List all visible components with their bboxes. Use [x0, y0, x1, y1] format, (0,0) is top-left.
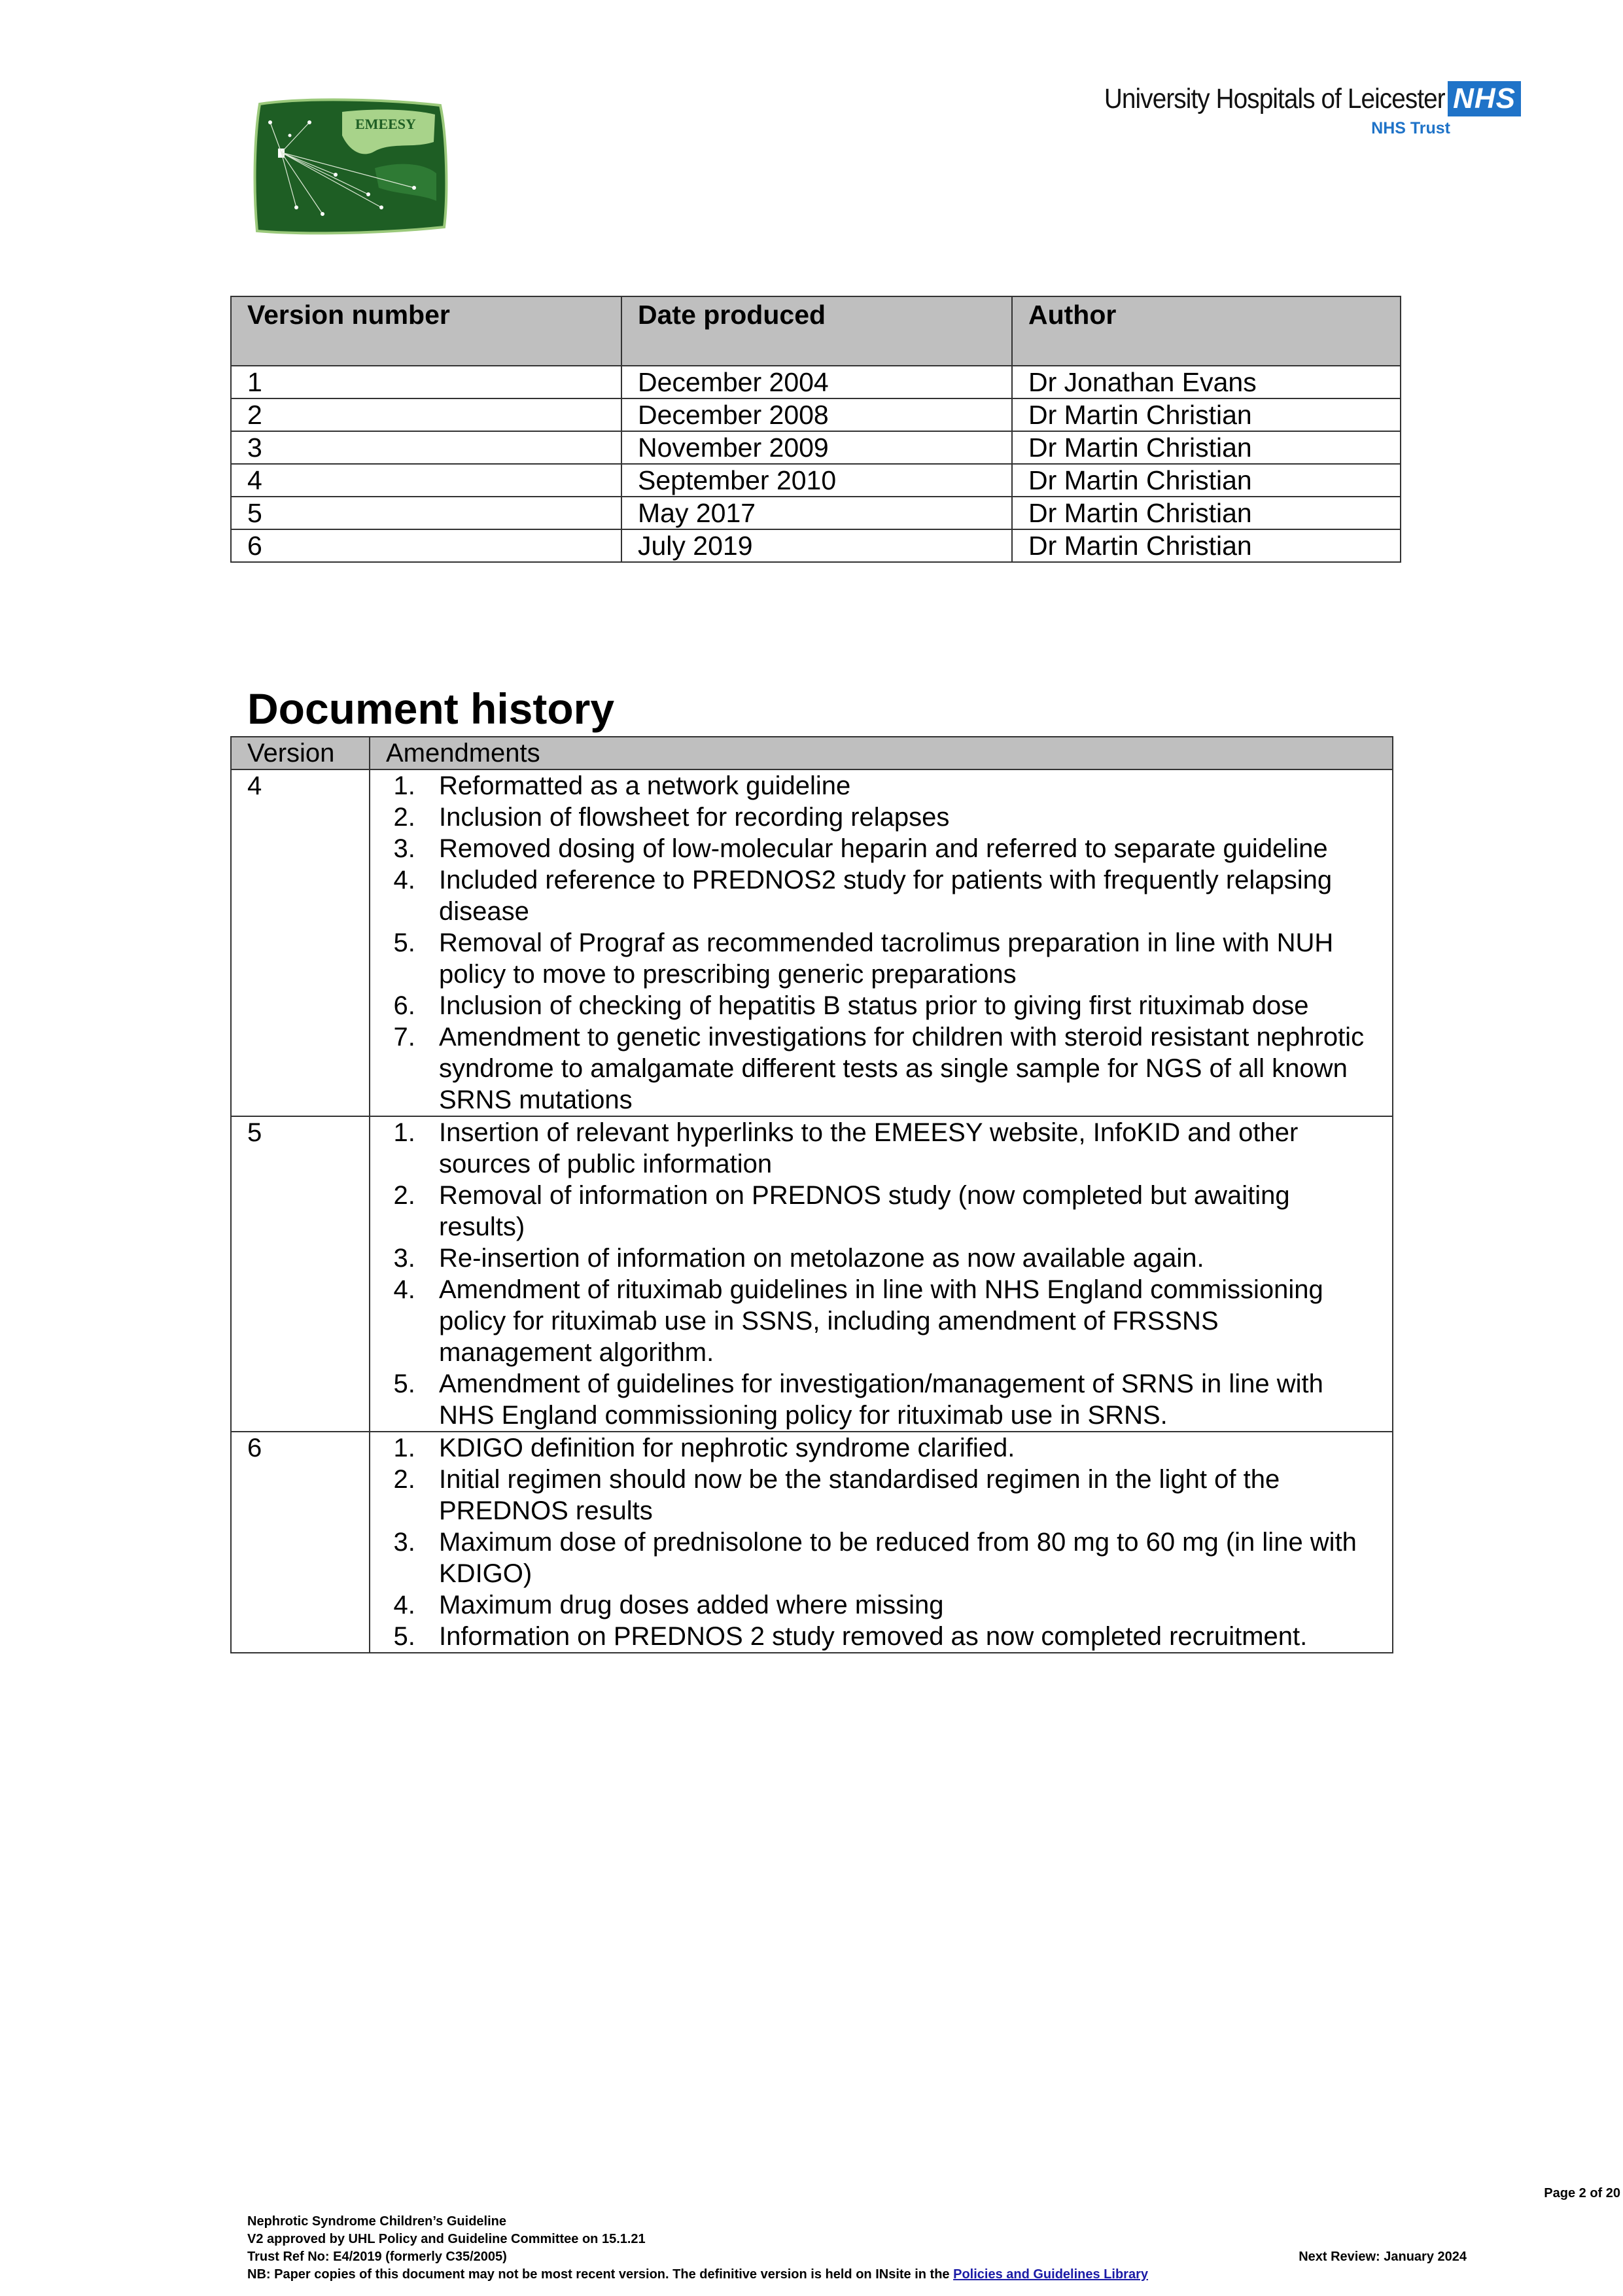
history-table: [230, 736, 1393, 1653]
cell-version: 5: [231, 497, 621, 529]
footer-trust-ref: Trust Ref No: E4/2019 (formerly C35/2005): [247, 2250, 507, 2264]
cell-author: Dr Jonathan Evans: [1012, 366, 1401, 398]
footer-note-text: NB: Paper copies of this document may not be most recent version. The definitive version is held on INsite in the: [247, 2267, 950, 2282]
list-item: 5. Amendment of guidelines for investigation/management of SRNS in line with NHS England commissioning policy for rituximab use in SRNS.: [423, 1368, 1376, 1431]
cell-version: 2: [231, 398, 621, 431]
list-item: 2. Inclusion of flowsheet for recording relapses: [423, 802, 1376, 833]
table-row: [231, 431, 1401, 464]
footer-note: [247, 2266, 1467, 2284]
col-header: Amendments: [370, 737, 1393, 769]
footer-approval: V2 approved by UHL Policy and Guideline Committee on 15.1.21: [247, 2232, 646, 2246]
list-item: 1. KDIGO definition for nephrotic syndrome clarified.: [423, 1432, 1376, 1464]
list-item: 1. Reformatted as a network guideline: [423, 770, 1376, 802]
cell-author: Dr Martin Christian: [1012, 497, 1401, 529]
col-header: Date produced: [621, 296, 1012, 366]
footer-next-review: Next Review: January 2024: [1299, 2250, 1467, 2264]
list-item: 7. Amendment to genetic investigations for children with steroid resistant nephrotic syndrome to amalgamate different tests as single sample for NGS of all known SRNS mutations: [423, 1021, 1376, 1116]
list-item: 5. Information on PREDNOS 2 study removed as now completed recruitment.: [423, 1621, 1376, 1652]
cell-date: July 2019: [621, 529, 1012, 562]
amendment-list: [386, 1432, 1376, 1652]
amendment-list: [386, 1117, 1376, 1431]
cell-author: Dr Martin Christian: [1012, 529, 1401, 562]
list-item: 2. Initial regimen should now be the standardised regimen in the light of the PREDNOS results: [423, 1464, 1376, 1527]
table-row: [231, 769, 1393, 1116]
cell-date: September 2010: [621, 464, 1012, 497]
cell-version: 4: [231, 769, 370, 1116]
page-number: Page 2 of 20: [1544, 2186, 1620, 2200]
amendment-list: [386, 770, 1376, 1116]
table-row: [231, 1116, 1393, 1432]
footer: [247, 2213, 1467, 2284]
table-row: [231, 398, 1401, 431]
cell-author: Dr Martin Christian: [1012, 464, 1401, 497]
list-item: 4. Included reference to PREDNOS2 study for patients with frequently relapsing disease: [423, 864, 1376, 927]
footer-ref-row: [247, 2248, 1467, 2266]
table-row: [231, 497, 1401, 529]
cell-version: 3: [231, 431, 621, 464]
list-item: 4. Maximum drug doses added where missing: [423, 1589, 1376, 1621]
cell-version: 6: [231, 1432, 370, 1653]
col-header: Author: [1012, 296, 1401, 366]
footer-title: Nephrotic Syndrome Children’s Guideline: [247, 2214, 506, 2229]
emeesy-logo: [251, 96, 450, 236]
table-row: [231, 1432, 1393, 1653]
logo-text: EMEESY: [355, 116, 416, 132]
nhs-trust-label: NHS Trust: [1371, 119, 1450, 137]
list-item: 6. Inclusion of checking of hepatitis B status prior to giving first rituximab dose: [423, 990, 1376, 1021]
col-header: Version number: [231, 296, 621, 366]
section-title: Document history: [247, 684, 615, 733]
cell-date: May 2017: [621, 497, 1012, 529]
list-item: 3. Removed dosing of low-molecular heparin and referred to separate guideline: [423, 833, 1376, 864]
history-table-header: [231, 737, 1393, 769]
list-item: 4. Amendment of rituximab guidelines in line with NHS England commissioning policy for rituximab use in SSNS, including amendment of FRSSNS management algorithm.: [423, 1274, 1376, 1368]
trust-name: University Hospitals of Leicester: [1104, 82, 1446, 115]
table-row: [231, 529, 1401, 562]
col-header: Version: [231, 737, 370, 769]
cell-version: 5: [231, 1116, 370, 1432]
cell-version: 4: [231, 464, 621, 497]
table-row: [231, 464, 1401, 497]
nhs-logo: NHS: [1448, 81, 1521, 116]
cell-amendments: [370, 769, 1393, 1116]
list-item: 5. Removal of Prograf as recommended tacrolimus preparation in line with NUH policy to move to prescribing generic preparations: [423, 927, 1376, 990]
list-item: 3. Re-insertion of information on metolazone as now available again.: [423, 1243, 1376, 1274]
cell-date: December 2008: [621, 398, 1012, 431]
cell-date: December 2004: [621, 366, 1012, 398]
list-item: 3. Maximum dose of prednisolone to be reduced from 80 mg to 60 mg (in line with KDIGO): [423, 1527, 1376, 1589]
cell-version: 1: [231, 366, 621, 398]
cell-author: Dr Martin Christian: [1012, 431, 1401, 464]
nhs-trust-header: [1066, 81, 1521, 138]
cell-amendments: [370, 1116, 1393, 1432]
cell-date: November 2009: [621, 431, 1012, 464]
table-row: [231, 366, 1401, 398]
version-table: [230, 296, 1401, 563]
policies-library-link[interactable]: Policies and Guidelines Library: [953, 2267, 1148, 2282]
list-item: 1. Insertion of relevant hyperlinks to the EMEESY website, InfoKID and other sources of public information: [423, 1117, 1376, 1180]
cell-version: 6: [231, 529, 621, 562]
cell-author: Dr Martin Christian: [1012, 398, 1401, 431]
version-table-header: [231, 296, 1401, 366]
cell-amendments: [370, 1432, 1393, 1653]
list-item: 2. Removal of information on PREDNOS study (now completed but awaiting results): [423, 1180, 1376, 1243]
